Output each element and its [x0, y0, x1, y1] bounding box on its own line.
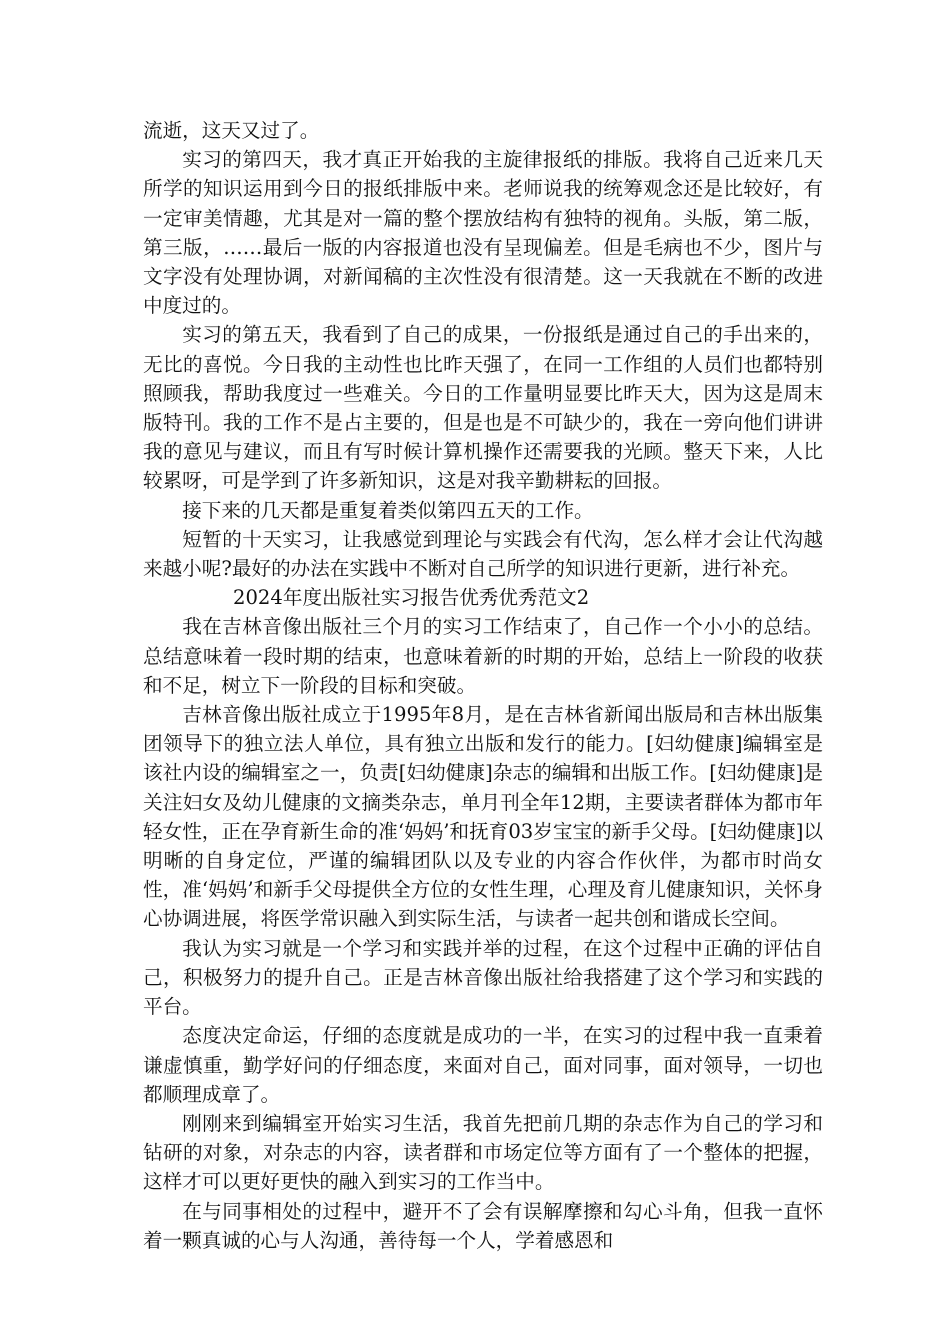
- paragraph-colleagues: 在与同事相处的过程中，避开不了会有误解摩擦和勾心斗角，但我一直怀着一颗真诚的心与人沟通，善待每一个人，学着感恩和: [143, 1199, 823, 1252]
- paragraph-attitude: 态度决定命运，仔细的态度就是成功的一半，在实习的过程中我一直秉着谦虚慎重，勤学好问的仔细态度，来面对自己，面对同事，面对领导，一切也都顺理成章了。: [143, 1024, 823, 1106]
- paragraph-ten-day-summary: 短暂的十天实习，让我感觉到理论与实践会有代沟，怎么样才会让代沟越来越小呢?最好的办法在实践中不断对自己所学的知识进行更新，进行补充。: [143, 527, 823, 581]
- paragraph-day-five: 实习的第五天，我看到了自己的成果，一份报纸是通过自己的手出来的，无比的喜悦。今日我的主动性也比昨天强了，在同一工作组的人员们也都特别照顾我，帮助我度过一些难关。今日的工作量明显要比昨天大，因为这是周末版特刊。我的工作不是占主要的，但是也是不可缺少的，我在一旁向他们讲讲我的意见与建议，而且有写时候计算机操作还需要我的光顾。整天下来，人比较累呀，可是学到了许多新知识，这是对我辛勤耕耘的回报。: [143, 323, 823, 493]
- paragraph-study-magazine: 刚刚来到编辑室开始实习生活，我首先把前几期的杂志作为自己的学习和钻研的对象，对杂志的内容，读者群和市场定位等方面有了一个整体的把握，这样才可以更好更快的融入到实习的工作当中。: [143, 1111, 823, 1194]
- paragraph-publisher-intro: 吉林音像出版社成立于1995年8月，是在吉林省新闻出版局和吉林出版集团领导下的独立法人单位，具有独立出版和发行的能力。[妇幼健康]编辑室是该社内设的编辑室之一，负责[妇幼健康]杂志的编辑和出版工作。[妇幼健康]是关注妇女及幼儿健康的文摘类杂志，单月刊全年12期，主要读者群体为都市年轻女性，正在孕育新生命的准‘妈妈’和抚育03岁宝宝的新手父母。[妇幼健康]以明晰的自身定位，严谨的编辑团队以及专业的内容合作伙伴，为都市时尚女性，准‘妈妈’和新手父母提供全方位的女性生理，心理及育儿健康知识，关怀身心协调进展，将医学常识融入到实际生活，与读者一起共创和谐成长空间。: [143, 703, 823, 931]
- paragraph-following-days: 接下来的几天都是重复着类似第四五天的工作。: [182, 498, 594, 522]
- section-heading: 2024年度出版社实习报告优秀优秀范文2: [233, 586, 590, 610]
- paragraph-continuation: 流逝，这天又过了。: [143, 119, 320, 142]
- paragraph-day-four: 实习的第四天，我才真正开始我的主旋律报纸的排版。我将自己近来几天所学的知识运用到今日的报纸排版中来。老师说我的统筹观念还是比较好，有一定审美情趣，尤其是对一篇的整个摆放结构有独特的视角。头版，第二版，第三版，……最后一版的内容报道也没有呈现偏差。但是毛病也不少，图片与文字没有处理协调，对新闻稿的主次性没有很清楚。这一天我就在不断的改进中度过的。: [143, 148, 823, 318]
- paragraph-learning-practice: 我认为实习就是一个学习和实践并举的过程，在这个过程中正确的评估自己，积极努力的提升自己。正是吉林音像出版社给我搭建了这个学习和实践的平台。: [143, 936, 823, 1019]
- document-page: [143, 116, 823, 1255]
- paragraph-internship-end: 我在吉林音像出版社三个月的实习工作结束了，自己作一个小小的总结。总结意味着一段时期的结束，也意味着新的时期的开始，总结上一阶段的收获和不足，树立下一阶段的目标和突破。: [143, 615, 823, 697]
